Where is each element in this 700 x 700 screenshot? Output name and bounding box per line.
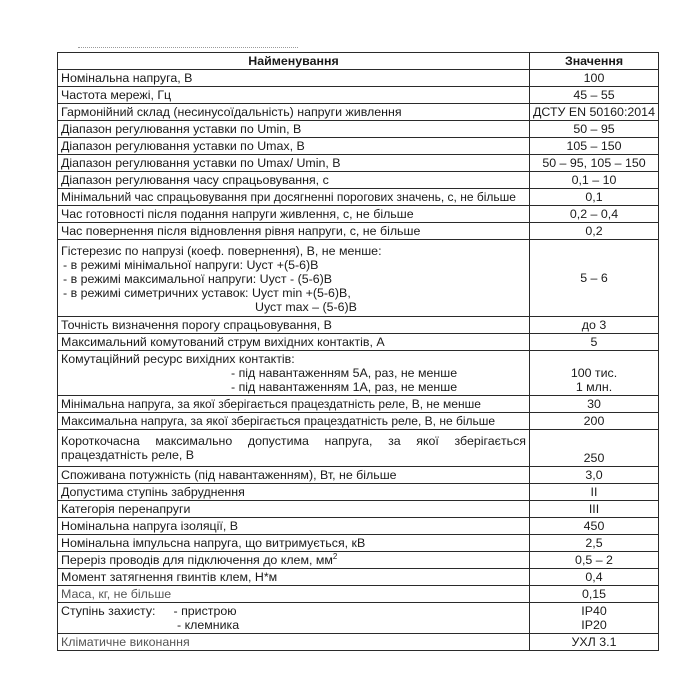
param-value: 0,2 [530,223,659,240]
hysteresis-line: - в режимі мінімальної напруги: Uуст +(5-6)В [63,258,319,272]
table-row [58,172,659,189]
param-name: Діапазон регулювання уставки по Umin, В [58,121,530,138]
table-row [58,334,659,351]
table-row [58,104,659,121]
table-row-hysteresis [58,240,659,317]
param-value: 0,1 [530,189,659,206]
table-row [58,535,659,552]
param-name: Короткочасна максимально допустима напруга, за якої зберігається працездатність реле, В [58,430,530,467]
param-value: 0,15 [530,586,659,603]
table-row [58,317,659,334]
table-row [58,121,659,138]
table-row [58,413,659,430]
resource-line: - під навантаженням 5А, раз, не менше [231,366,458,380]
param-value: III [530,501,659,518]
param-value: 200 [530,413,659,430]
param-value: II [530,484,659,501]
param-name [58,351,530,396]
param-name: Максимальна напруга, за якої зберігається працездатність реле, В, не більше [58,413,530,430]
param-name: Кліматичне виконання [58,634,530,651]
param-value: 100 [530,70,659,87]
param-name: Допустима ступінь забруднення [58,484,530,501]
param-value: 250 [530,430,659,467]
param-name: Момент затягнення гвинтів клем, Н*м [58,569,530,586]
resource-value-1: 100 тис. [570,366,618,380]
table-row [58,155,659,172]
param-value: 50 – 95 [530,121,659,138]
param-value [530,351,659,396]
param-value: 5 – 6 [530,240,659,317]
param-name: Номінальна імпульсна напруга, що витримується, кВ [58,535,530,552]
table-row [58,484,659,501]
table-row [58,396,659,413]
param-name [58,552,530,569]
param-name [58,603,530,634]
table-row [58,138,659,155]
param-value: 50 – 95, 105 – 150 [530,155,659,172]
param-name: Час готовності після подання напруги живлення, с, не більше [58,206,530,223]
param-name: Діапазон регулювання уставки по Umax, В [58,138,530,155]
table-row [58,206,659,223]
table-row-wire [58,552,659,569]
table-row-protection [58,603,659,634]
param-name: Мінімальний час спрацьовування при досягненні порогових значень, с, не більше [58,189,530,206]
protection-title: Ступінь захисту: [61,604,156,618]
param-value: 3,0 [530,467,659,484]
param-name: Мінімальна напруга, за якої зберігається працездатність реле, В, не менше [58,396,530,413]
table-row [58,189,659,206]
param-name: Максимальний комутований струм вихідних контактів, А [58,334,530,351]
hysteresis-line: Uуст max – (5-6)В [255,300,357,314]
header-name: Найменування [58,53,530,70]
scan-artifact-line [78,47,298,50]
param-value: 45 – 55 [530,87,659,104]
param-value: 0,1 – 10 [530,172,659,189]
param-value: ДСТУ EN 50160:2014 [530,104,659,121]
table-row [58,586,659,603]
table-row [58,70,659,87]
resource-title: Комутаційний ресурс вихідних контактів: [61,352,295,366]
param-name: Частота мережі, Гц [58,87,530,104]
hysteresis-line: - в режимі симетричних уставок: Uуст min +(5-6)В, [63,286,351,300]
param-value: 2,5 [530,535,659,552]
param-value: 5 [530,334,659,351]
param-value: УХЛ 3.1 [530,634,659,651]
param-value: 0,4 [530,569,659,586]
param-name: Категорія перенапруги [58,501,530,518]
table-row [58,501,659,518]
specification-table [57,52,659,651]
protection-line: - пристрою [173,604,237,618]
param-name: Гармонійний склад (несинусоїдальність) напруги живлення [58,104,530,121]
param-value: до 3 [530,317,659,334]
protection-value-2: IP20 [581,618,607,632]
param-value [530,603,659,634]
param-value: 30 [530,396,659,413]
param-value: 0,5 – 2 [530,552,659,569]
table-row [58,569,659,586]
table-row-shortcircuit [58,430,659,467]
param-name: Номінальна напруга ізоляції, В [58,518,530,535]
param-name: Діапазон регулювання часу спрацьовування, с [58,172,530,189]
table-row [58,87,659,104]
table-row [58,223,659,240]
param-name: Час повернення після відновлення рівня напруги, с, не більше [58,223,530,240]
table-row [58,467,659,484]
resource-line: - під навантаженням 1А, раз, не менше [231,380,458,394]
param-name: Діапазон регулювання уставки по Umax/ Umin, В [58,155,530,172]
param-value: 0,2 – 0,4 [530,206,659,223]
wire-unit-superscript: 2 [332,551,338,561]
resource-value-2: 1 млн. [575,380,613,394]
param-name: Споживана потужність (під навантаженням), Вт, не більше [58,467,530,484]
param-name: Точність визначення порогу спрацьовування, В [58,317,530,334]
wire-name: Переріз проводів для підключення до клем, мм [61,553,333,567]
hysteresis-title: Гістерезис по напрузі (коеф. повернення), В, не менше: [61,244,382,258]
protection-line: - клемника [177,618,240,632]
hysteresis-line: - в режимі максимальної напруги: Uуст - (5-6)В [63,272,332,286]
table-header-row [58,53,659,70]
param-value: 105 – 150 [530,138,659,155]
protection-value-1: IP40 [581,604,607,618]
table-row [58,518,659,535]
table-row [58,634,659,651]
table-row-resource [58,351,659,396]
param-value: 450 [530,518,659,535]
header-value: Значення [530,53,659,70]
param-name: Маса, кг, не більше [58,586,530,603]
param-name: Номінальна напруга, В [58,70,530,87]
param-name [58,240,530,317]
